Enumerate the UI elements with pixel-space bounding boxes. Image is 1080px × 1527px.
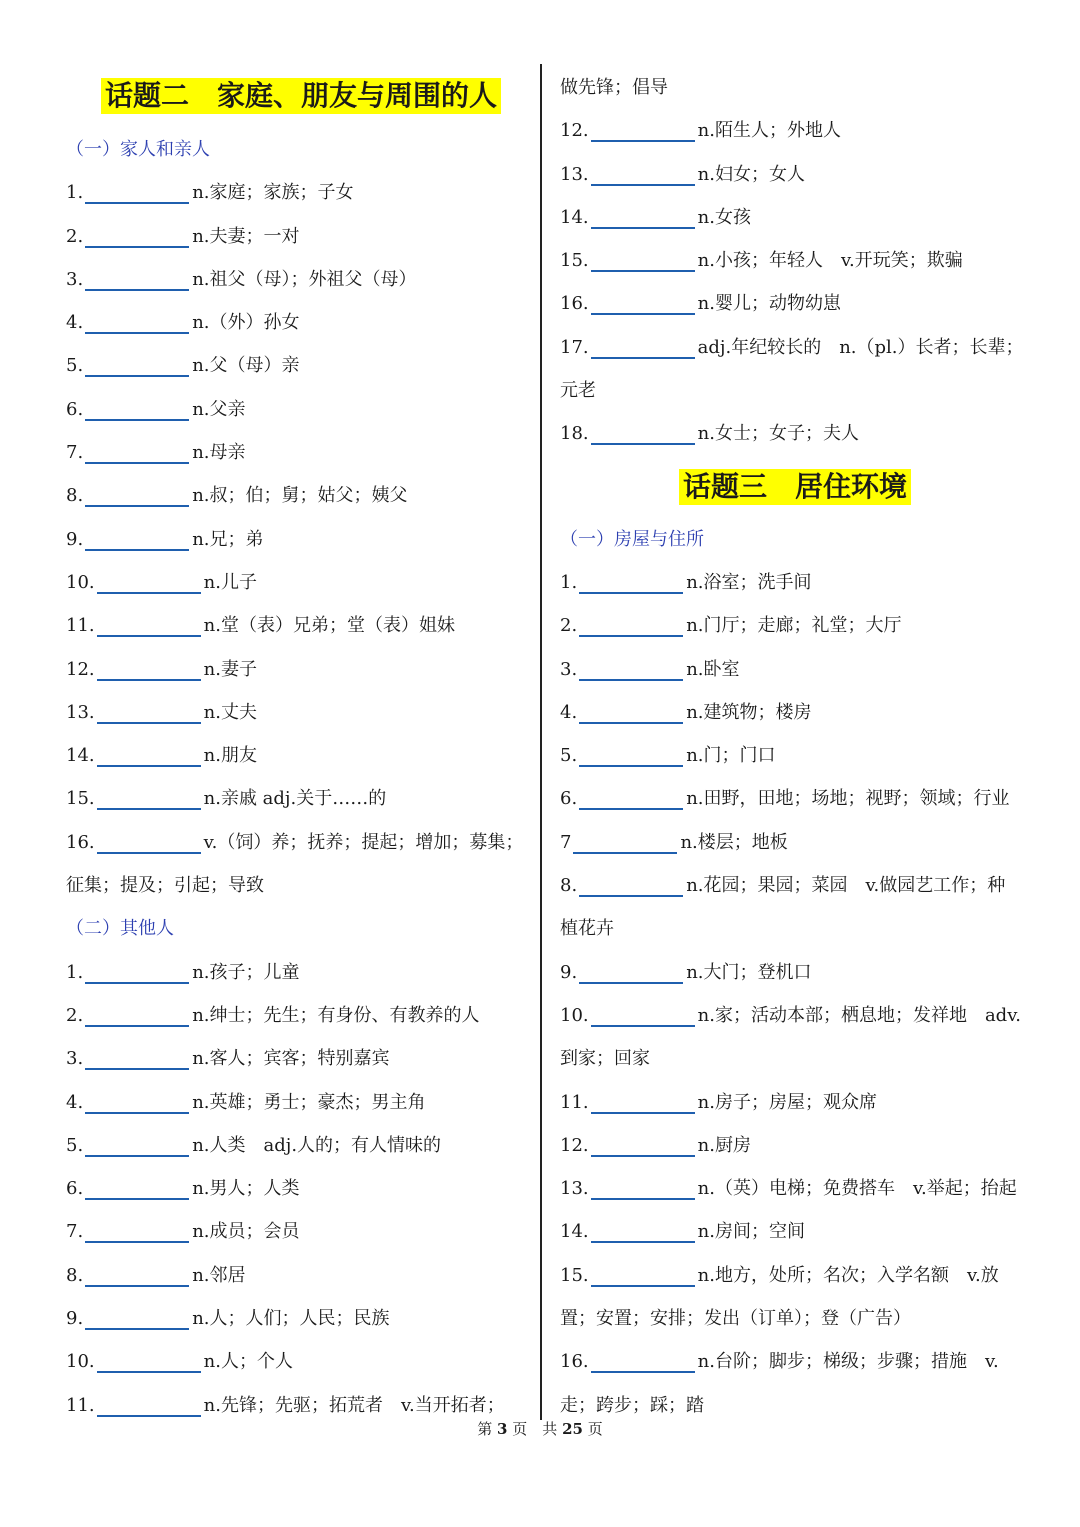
answer-blank[interactable]: [97, 786, 201, 810]
vocab-item: 3. n.卧室: [560, 658, 740, 680]
right-column: [560, 66, 1030, 1427]
page-number: 3: [497, 1420, 508, 1438]
vocab-item: 1. n.孩子；儿童: [66, 961, 300, 983]
answer-blank[interactable]: [97, 613, 201, 637]
vocab-item: 14. n.朋友: [66, 745, 257, 767]
answer-blank[interactable]: [85, 1003, 189, 1027]
vocab-item: 3. n.客人；宾客；特别嘉宾: [66, 1048, 390, 1070]
section-other-people: （二）其他人: [66, 918, 174, 940]
vocab-item: 10. n.儿子: [66, 571, 257, 593]
vocab-item: 13. n.（英）电梯；免费搭车 v.举起；抬起: [560, 1178, 1017, 1200]
answer-blank[interactable]: [591, 421, 695, 445]
answer-blank[interactable]: [591, 1349, 695, 1373]
vocab-item: 4. n.英雄；勇士；豪杰；男主角: [66, 1091, 426, 1113]
vocab-item-continuation: 征集；提及；引起；导致: [66, 875, 264, 897]
answer-blank[interactable]: [591, 1003, 695, 1027]
vocab-item: 11. n.先锋；先驱；拓荒者 v.当开拓者；: [66, 1394, 505, 1416]
vocab-item: 7. n.成员；会员: [66, 1221, 300, 1243]
vocab-item: 5. n.人类 adj.人的；有人情味的: [66, 1134, 442, 1156]
vocab-item: 6. n.男人；人类: [66, 1178, 300, 1200]
answer-blank[interactable]: [591, 1219, 695, 1243]
answer-blank[interactable]: [591, 1133, 695, 1157]
answer-blank[interactable]: [591, 335, 695, 359]
vocab-item-continuation: 元老: [560, 380, 596, 402]
topic-two-heading-wrap: [66, 62, 536, 128]
vocab-item: 8. n.花园；果园；菜园 v.做园艺工作；种: [560, 875, 1006, 897]
vocab-item: 13. n.妇女；女人: [560, 163, 805, 185]
answer-blank[interactable]: [579, 960, 683, 984]
vocab-item: 9. n.人；人们；人民；民族: [66, 1308, 390, 1330]
answer-blank[interactable]: [85, 267, 189, 291]
vocab-item: 5. n.父（母）亲: [66, 355, 300, 377]
vocab-item: 6. n.田野，田地；场地；视野；领域；行业: [560, 788, 1010, 810]
answer-blank[interactable]: [579, 570, 683, 594]
answer-blank[interactable]: [591, 291, 695, 315]
vocab-item: 7 n.楼层；地板: [560, 831, 788, 853]
vocab-item: 11. n.堂（表）兄弟；堂（表）姐妹: [66, 615, 455, 637]
total-pages: 25: [562, 1420, 583, 1438]
answer-blank[interactable]: [85, 180, 189, 204]
answer-blank[interactable]: [579, 700, 683, 724]
vocab-item: 12. n.妻子: [66, 658, 257, 680]
vocab-item: 10. n.家；活动本部；栖息地；发祥地 adv.: [560, 1004, 1021, 1026]
answer-blank[interactable]: [591, 1176, 695, 1200]
vocab-item: 12. n.陌生人；外地人: [560, 120, 841, 142]
answer-blank[interactable]: [85, 224, 189, 248]
vocab-item: 1. n.家庭；家族；子女: [66, 182, 354, 204]
answer-blank[interactable]: [579, 657, 683, 681]
vocab-item: 2. n.夫妻；一对: [66, 225, 300, 247]
section-family-relatives: （一）家人和亲人: [66, 139, 210, 160]
vocab-item: 18. n.女士；女子；夫人: [560, 423, 859, 445]
answer-blank[interactable]: [85, 1263, 189, 1287]
answer-blank[interactable]: [591, 162, 695, 186]
vocab-item: 17. adj.年纪较长的 n.（pl.）长者；长辈；: [560, 336, 1024, 358]
answer-blank[interactable]: [97, 1349, 201, 1373]
vocab-item-continuation: 做先锋；倡导: [560, 77, 668, 98]
vocab-item: 9. n.大门；登机口: [560, 961, 812, 983]
page-footer: [0, 1418, 1080, 1440]
answer-blank[interactable]: [85, 1219, 189, 1243]
vocab-item: 2. n.绅士；先生；有身份、有教养的人: [66, 1004, 480, 1026]
answer-blank[interactable]: [97, 570, 201, 594]
answer-blank[interactable]: [591, 1263, 695, 1287]
answer-blank[interactable]: [97, 657, 201, 681]
vocab-item: 16. n.台阶；脚步；梯级；步骤；措施 v.: [560, 1351, 999, 1373]
footer-text: 第: [477, 1420, 493, 1438]
answer-blank[interactable]: [97, 743, 201, 767]
vocab-item: 2. n.门厅；走廊；礼堂；大厅: [560, 615, 902, 637]
vocab-item: 6. n.父亲: [66, 398, 246, 420]
vocab-item: 16. v.（饲）养；抚养；提起；增加；募集；: [66, 831, 524, 853]
topic-three-heading-wrap: [560, 456, 1030, 518]
footer-text: 页 共: [512, 1420, 558, 1438]
answer-blank[interactable]: [85, 1306, 189, 1330]
left-column: [66, 62, 536, 1427]
vocab-item: 15. n.亲戚 adj.关于……的: [66, 788, 387, 810]
answer-blank[interactable]: [573, 830, 677, 854]
vocab-item: 16. n.婴儿；动物幼崽: [560, 293, 841, 315]
answer-blank[interactable]: [591, 248, 695, 272]
vocab-item: 8. n.叔；伯；舅；姑父；姨父: [66, 485, 408, 507]
topic-three-title: 话题三 居住环境: [679, 469, 911, 505]
vocab-item: 13. n.丈夫: [66, 701, 257, 723]
answer-blank[interactable]: [579, 613, 683, 637]
answer-blank[interactable]: [97, 830, 201, 854]
answer-blank[interactable]: [97, 700, 201, 724]
answer-blank[interactable]: [591, 1090, 695, 1114]
footer-text: 页: [587, 1420, 603, 1438]
answer-blank[interactable]: [85, 1046, 189, 1070]
vocab-item-continuation: 到家；回家: [560, 1048, 650, 1070]
answer-blank[interactable]: [579, 873, 683, 897]
vocab-item: 11. n.房子；房屋；观众席: [560, 1091, 877, 1113]
answer-blank[interactable]: [85, 1090, 189, 1114]
vocab-item: 4. n.建筑物；楼房: [560, 701, 812, 723]
answer-blank[interactable]: [85, 960, 189, 984]
vocab-item: 14. n.女孩: [560, 206, 751, 228]
answer-blank[interactable]: [579, 743, 683, 767]
answer-blank[interactable]: [85, 1133, 189, 1157]
answer-blank[interactable]: [579, 786, 683, 810]
vocab-item: 1. n.浴室；洗手间: [560, 571, 812, 593]
column-divider: [540, 64, 542, 1420]
vocab-item: 15. n.地方，处所；名次；入学名额 v.放: [560, 1264, 999, 1286]
vocab-item: 10. n.人；个人: [66, 1351, 293, 1373]
vocab-item: 4. n.（外）孙女: [66, 312, 300, 334]
answer-blank[interactable]: [97, 1393, 201, 1417]
vocab-item: 12. n.厨房: [560, 1134, 751, 1156]
vocab-item: 5. n.门；门口: [560, 745, 776, 767]
answer-blank[interactable]: [85, 1176, 189, 1200]
answer-blank[interactable]: [85, 483, 189, 507]
vocab-item-continuation: 置；安置；安排；发出（订单）；登（广告）: [560, 1308, 911, 1330]
section-houses-residences: （一）房屋与住所: [560, 528, 704, 550]
vocab-item: 8. n.邻居: [66, 1264, 246, 1286]
vocab-item: 14. n.房间；空间: [560, 1221, 805, 1243]
answer-blank[interactable]: [85, 310, 189, 334]
answer-blank[interactable]: [85, 353, 189, 377]
answer-blank[interactable]: [591, 205, 695, 229]
answer-blank[interactable]: [85, 527, 189, 551]
vocab-item: 3. n.祖父（母）；外祖父（母）: [66, 268, 417, 290]
vocab-item-continuation: 走；跨步；踩；踏: [560, 1394, 704, 1416]
answer-blank[interactable]: [85, 397, 189, 421]
vocab-item: 7. n.母亲: [66, 442, 246, 464]
answer-blank[interactable]: [591, 118, 695, 142]
topic-two-title: 话题二 家庭、朋友与周围的人: [101, 78, 501, 114]
vocab-item: 9. n.兄；弟: [66, 528, 264, 550]
vocab-item: 15. n.小孩；年轻人 v.开玩笑；欺骗: [560, 250, 963, 272]
vocab-item-continuation: 植花卉: [560, 918, 614, 940]
answer-blank[interactable]: [85, 440, 189, 464]
